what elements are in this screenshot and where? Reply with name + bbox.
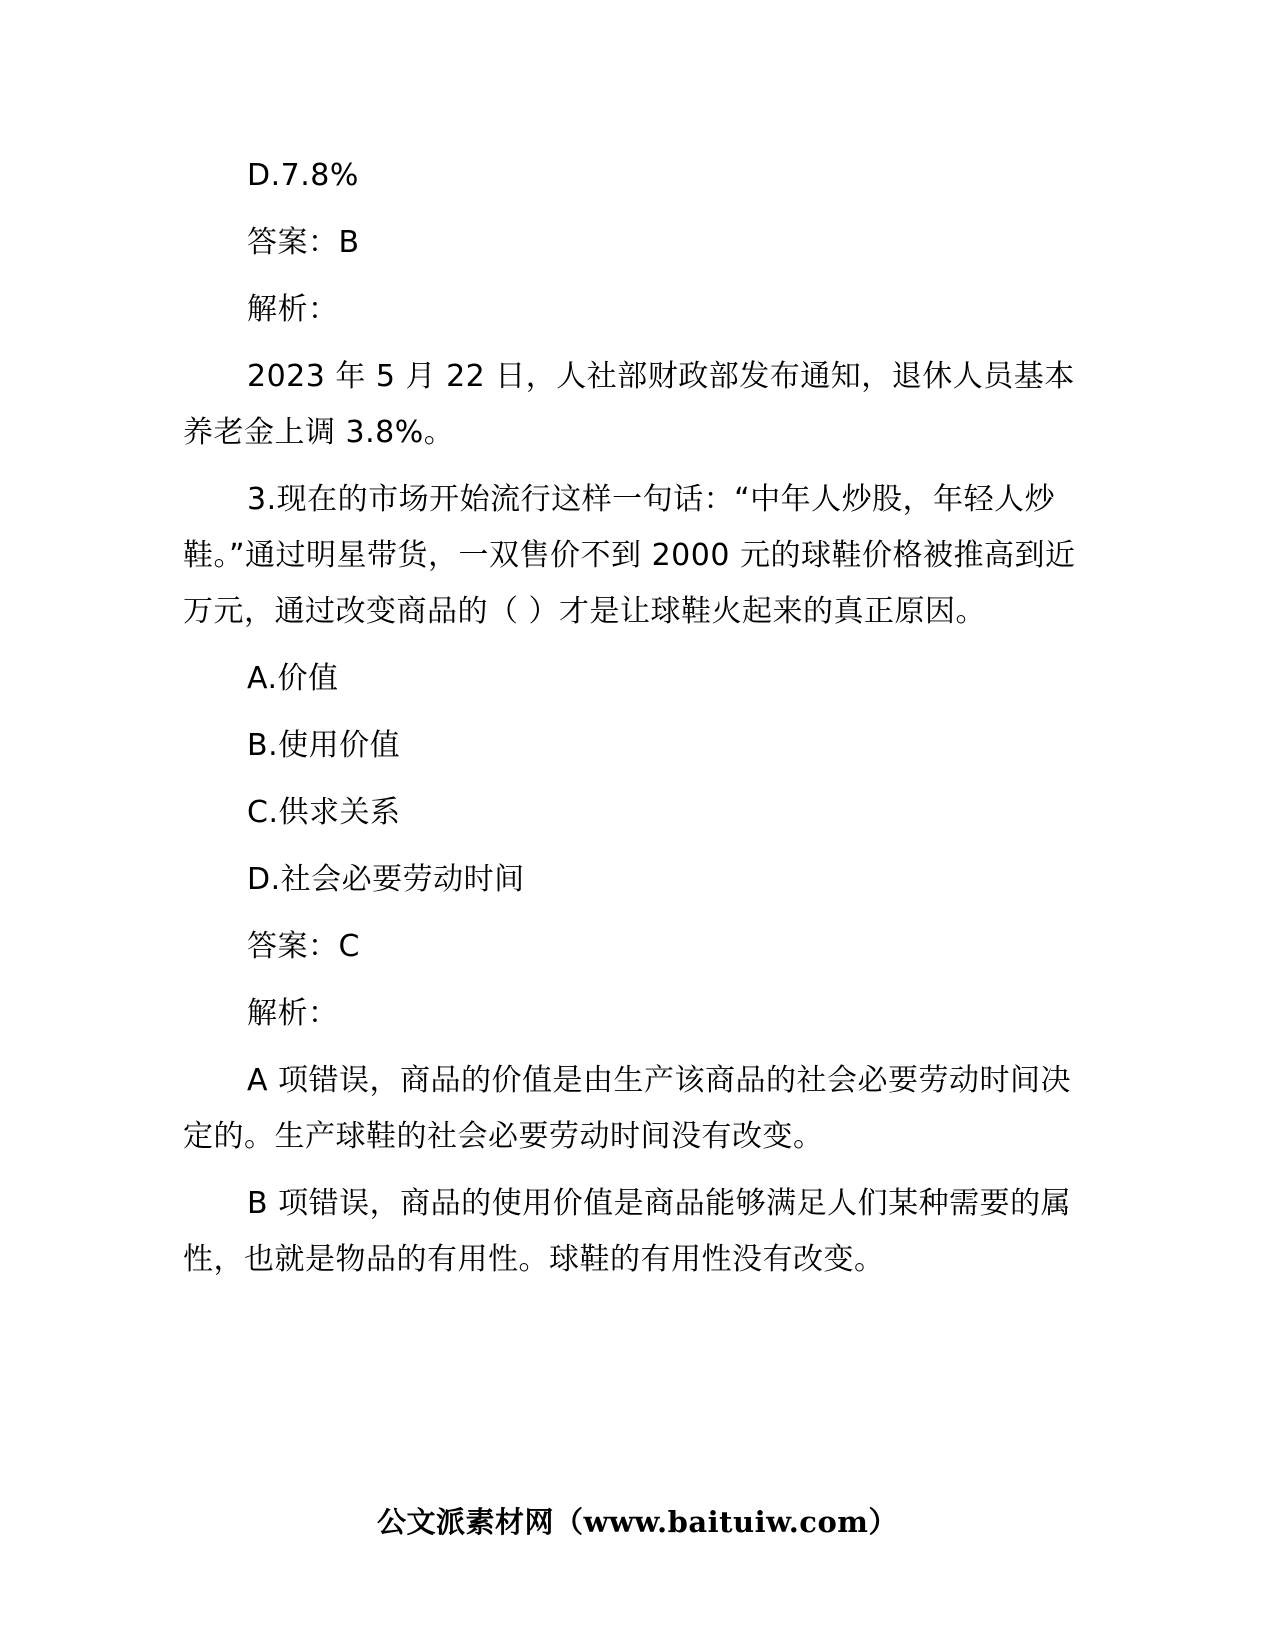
option-d: D.社会必要劳动时间 (247, 862, 525, 897)
answer-line: 答案：C (247, 929, 360, 964)
analysis-label: 解析： (247, 996, 339, 1031)
page-footer: 公文派素材网（www.baituiw.com） (377, 1505, 898, 1539)
document-body (183, 148, 1083, 1299)
analysis-option-a: A 项错误，商品的价值是由生产该商品的社会必要劳动时间决定的。生产球鞋的社会必要劳动时间没有改变。 (183, 1063, 1072, 1154)
analysis-label: 解析： (247, 292, 339, 327)
option-c: C.供求关系 (247, 795, 401, 830)
analysis-text: 2023 年 5 月 22 日，人社部财政部发布通知，退休人员基本养老金上调 3.8%。 (183, 359, 1075, 450)
option-a: A.价值 (247, 661, 339, 696)
option-b: B.使用价值 (247, 728, 401, 763)
analysis-option-b: B 项错误，商品的使用价值是商品能够满足人们某种需要的属性，也就是物品的有用性。球鞋的有用性没有改变。 (183, 1186, 1072, 1277)
answer-line: 答案：B (247, 225, 360, 260)
option-d-previous: D.7.8% (247, 158, 359, 193)
question-3: 3.现在的市场开始流行这样一句话：“中年人炒股，年轻人炒鞋。”通过明星带货，一双售价不到 2000 元的球鞋价格被推高到近万元，通过改变商品的（ ）才是让球鞋火起来的真正原因。 (183, 482, 1076, 629)
